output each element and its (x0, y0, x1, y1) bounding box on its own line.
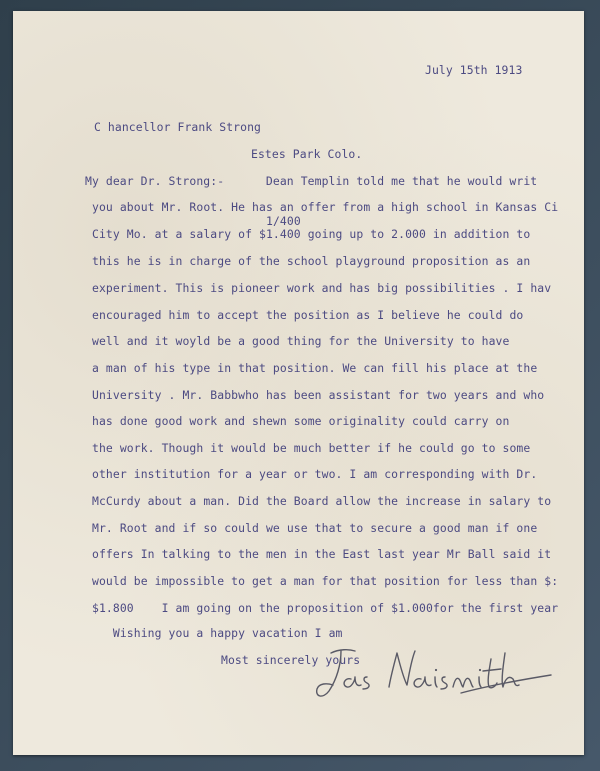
interlinear-correction: 1/400 (266, 214, 301, 228)
body-line: My dear Dr. Strong:- Dean Templin told me that he would writ (85, 174, 538, 188)
letter-page (13, 11, 584, 755)
body-line: would be impossible to get a man for that position for less than $: (92, 574, 559, 588)
body-line: encouraged him to accept the position as I believe he could do (92, 308, 524, 322)
body-line: McCurdy about a man. Did the Board allow the increase in salary to (92, 494, 552, 508)
body-line: has done good work and shewn some originality could carry on (92, 414, 510, 428)
letter-addressee: C hancellor Frank Strong (94, 120, 261, 134)
body-line: Mr. Root and if so could we use that to secure a good man if one (92, 521, 538, 535)
letter-place: Estes Park Colo. (251, 147, 363, 161)
body-line: offers In talking to the men in the East last year Mr Ball said it (92, 547, 552, 561)
body-line: other institution for a year or two. I am corresponding with Dr. (92, 467, 538, 481)
body-line: you about Mr. Root. He has an offer from a high school in Kansas Ci (92, 200, 559, 214)
body-line: University . Mr. Babbwho has been assistant for two years and who (92, 388, 545, 402)
letter-closing: Most sincerely yours (221, 653, 361, 667)
body-line: a man of his type in that position. We can fill his place at the (92, 361, 538, 375)
body-line: the work. Though it would be much better if he could go to some (92, 441, 531, 455)
letter-date: July 15th 1913 (425, 63, 523, 77)
body-line: this he is in charge of the school playground proposition as an (92, 254, 531, 268)
body-line: $1.800 I am going on the proposition of $1.000for the first year (92, 601, 559, 615)
body-line: City Mo. at a salary of $1.400 going up to 2.000 in addition to (92, 227, 531, 241)
body-line: well and it woyld be a good thing for the University to have (92, 334, 510, 348)
body-line: Wishing you a happy vacation I am (92, 626, 343, 640)
body-line: experiment. This is pioneer work and has big possibilities . I hav (92, 281, 552, 295)
handwritten-signature (311, 639, 561, 709)
